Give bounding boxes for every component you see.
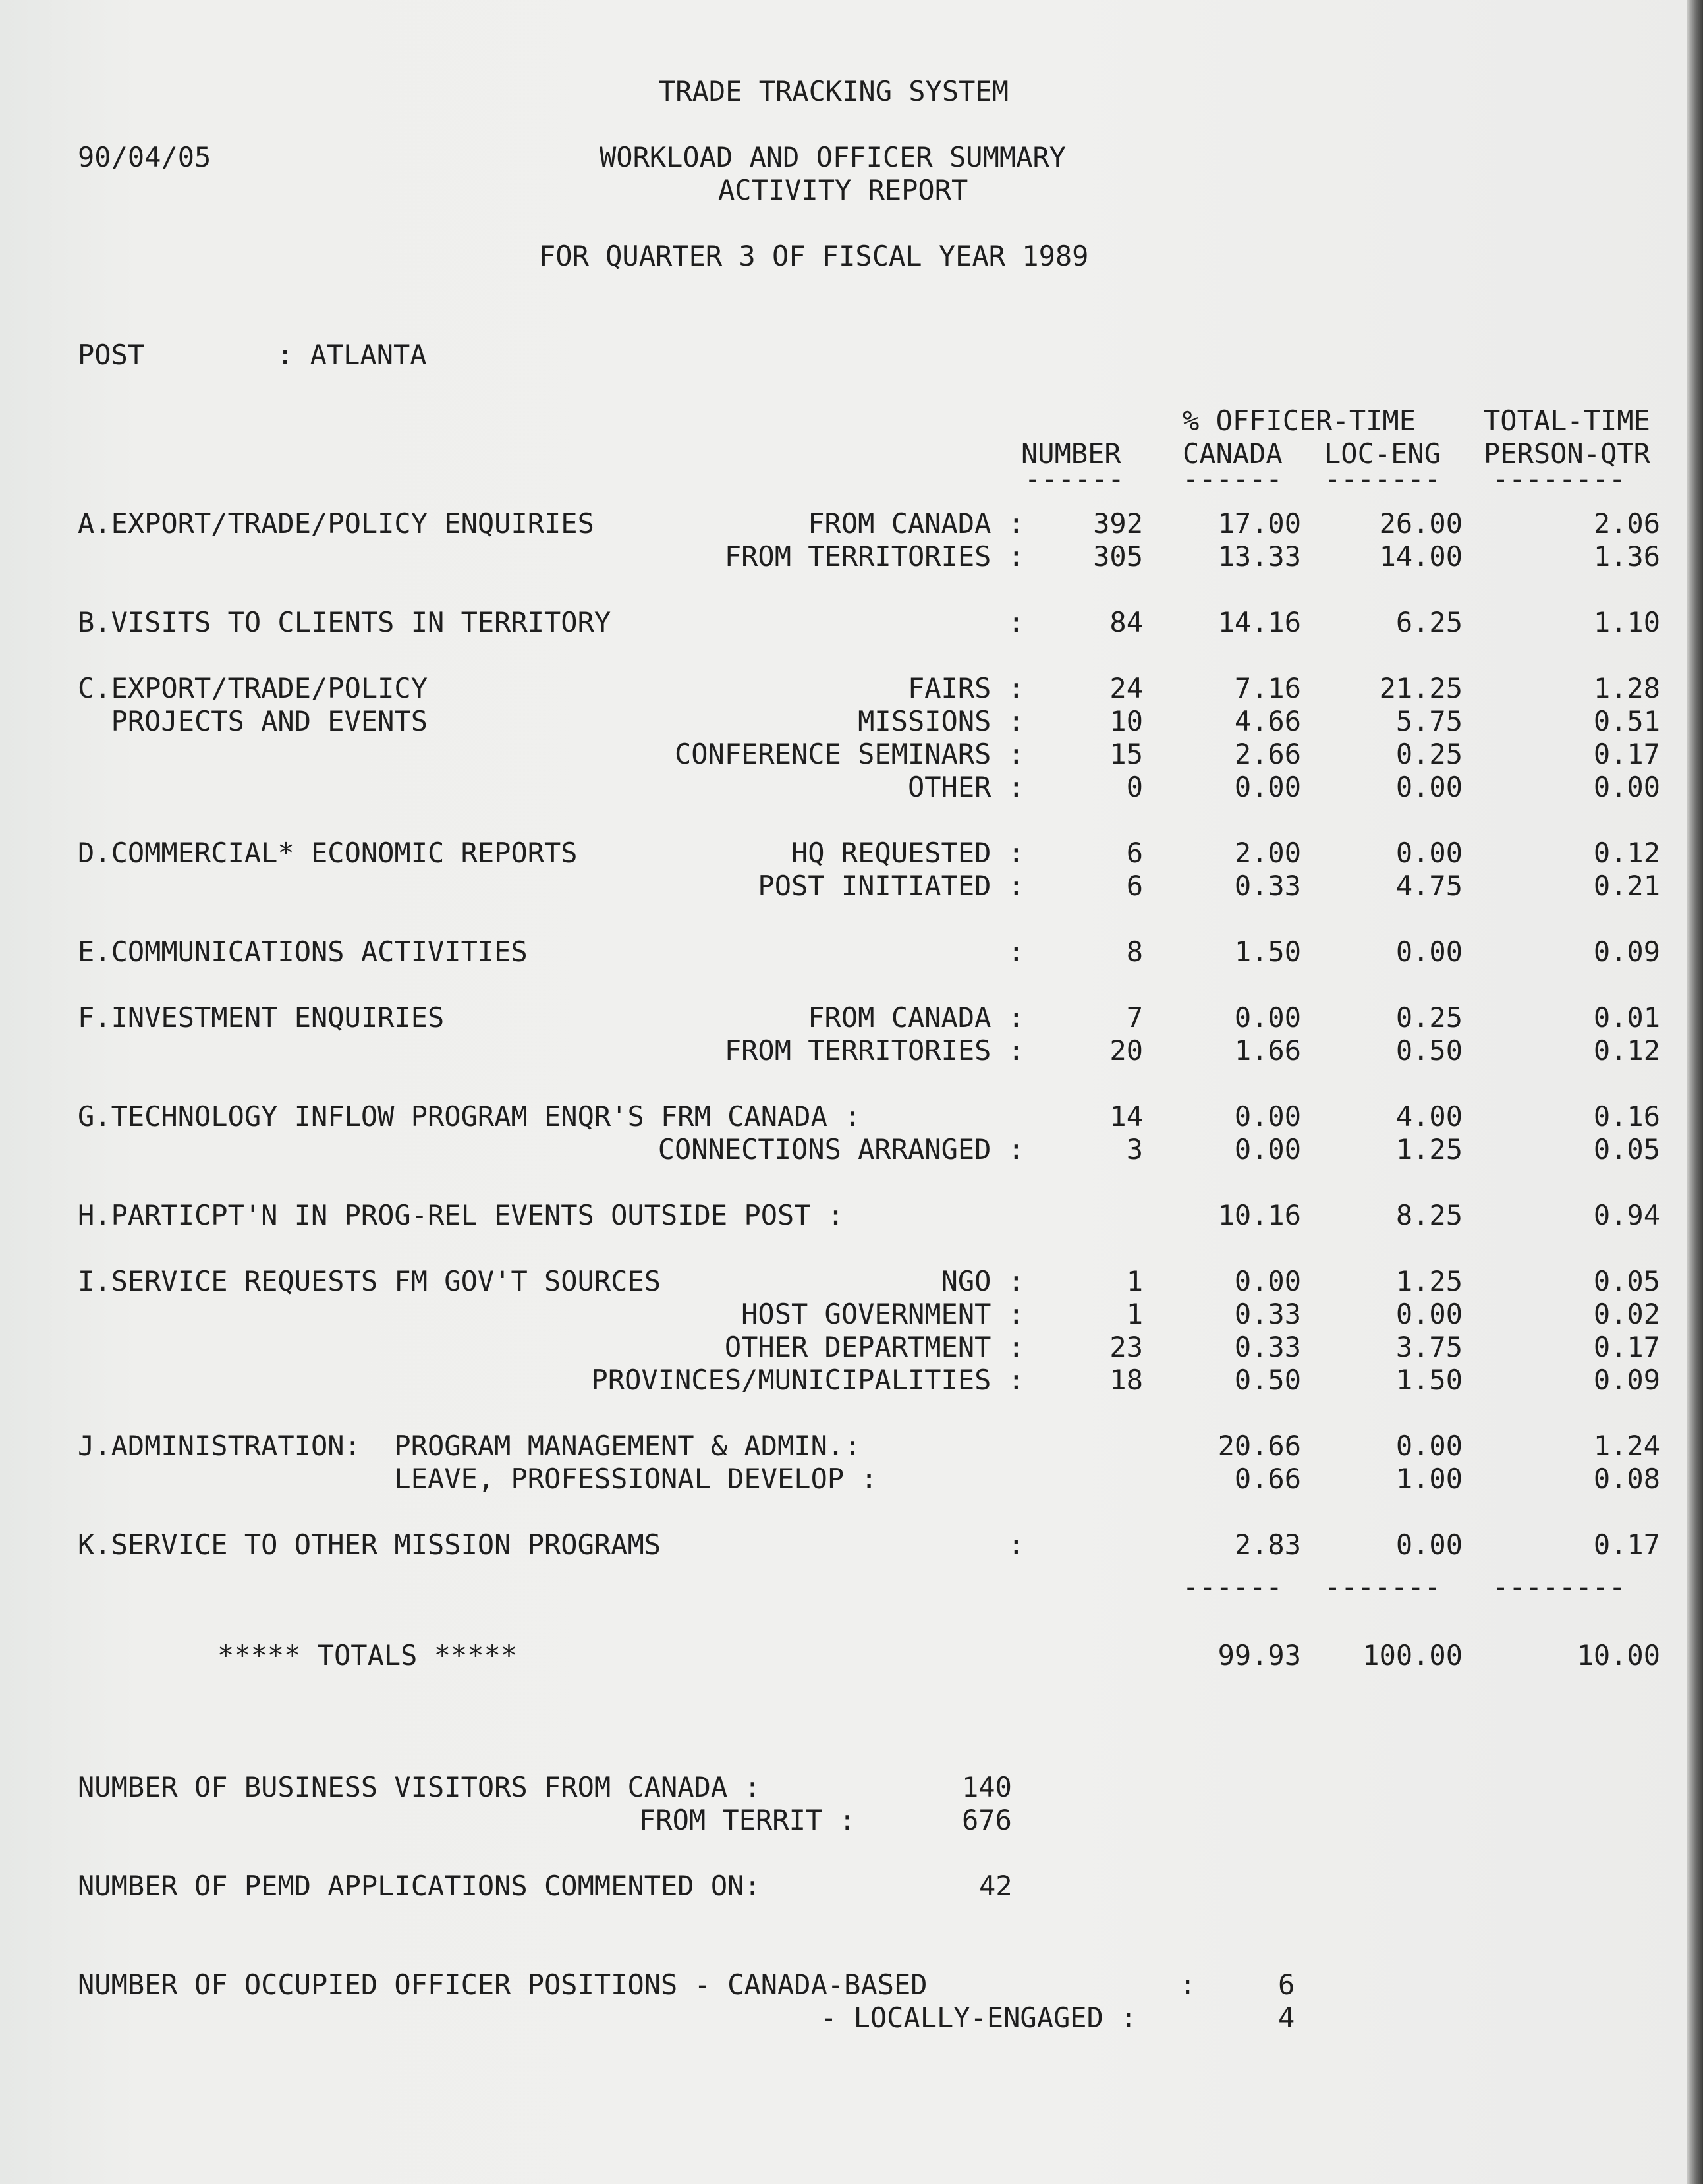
row-label: A.EXPORT/TRADE/POLICY ENQUIRIES [78, 507, 594, 540]
row-sublabel: POST INITIATED : [758, 870, 1024, 902]
row-label: F.INVESTMENT ENQUIRIES [78, 1001, 445, 1034]
visitors-label: NUMBER OF BUSINESS VISITORS FROM CANADA : [78, 1771, 761, 1803]
row-person-qtr: 0.05 [1593, 1133, 1660, 1165]
total-time-header: TOTAL-TIME [1484, 405, 1650, 437]
row-person-qtr: 0.16 [1593, 1100, 1660, 1133]
row-loceng-pct: 1.25 [1395, 1133, 1463, 1165]
row-number: 0 [1126, 771, 1143, 803]
row-loceng-pct: 0.00 [1395, 1528, 1463, 1561]
row-person-qtr: 0.12 [1593, 837, 1660, 869]
row-canada-pct: 0.33 [1234, 1298, 1301, 1330]
row-canada-pct: 0.00 [1234, 1001, 1301, 1034]
row-person-qtr: 1.10 [1593, 606, 1660, 638]
visitors-canada-value: 140 [962, 1771, 1012, 1803]
row-canada-pct: 0.00 [1234, 1133, 1301, 1165]
row-label: I.SERVICE REQUESTS FM GOV'T SOURCES [78, 1265, 661, 1297]
row-sublabel: HQ REQUESTED : [791, 837, 1024, 869]
row-number: 18 [1109, 1364, 1143, 1396]
row-loceng-pct: 0.00 [1395, 837, 1463, 869]
row-canada-pct: 2.00 [1234, 837, 1301, 869]
row-number: 1 [1126, 1298, 1143, 1330]
row-canada-pct: 17.00 [1217, 507, 1301, 540]
row-loceng-pct: 6.25 [1395, 606, 1463, 638]
row-label: PROJECTS AND EVENTS [78, 705, 428, 737]
row-person-qtr: 0.09 [1593, 1364, 1660, 1396]
canada-rule: ------ [1183, 462, 1283, 495]
pemd-label: NUMBER OF PEMD APPLICATIONS COMMENTED ON: [78, 1870, 761, 1902]
row-loceng-pct: 26.00 [1379, 507, 1463, 540]
row-person-qtr: 2.06 [1593, 507, 1660, 540]
row-number: 8 [1126, 936, 1143, 968]
row-number: 10 [1109, 705, 1143, 737]
row-loceng-pct: 0.00 [1395, 1430, 1463, 1462]
row-loceng-pct: 0.25 [1395, 1001, 1463, 1034]
row-loceng-pct: 0.25 [1395, 738, 1463, 770]
row-sublabel: OTHER : [907, 771, 1024, 803]
row-loceng-pct: 0.00 [1395, 1298, 1463, 1330]
row-loceng-pct: 4.75 [1395, 870, 1463, 902]
positions-canada-value: 6 [1278, 1969, 1295, 2001]
row-canada-pct: 0.66 [1234, 1463, 1301, 1495]
personqtr-header: PERSON-QTR [1484, 437, 1650, 470]
canada-total-rule: ------ [1183, 1571, 1283, 1603]
row-person-qtr: 0.21 [1593, 870, 1660, 902]
row-canada-pct: 0.50 [1234, 1364, 1301, 1396]
positions-le-value: 4 [1278, 2002, 1295, 2034]
row-canada-pct: 1.66 [1234, 1034, 1301, 1067]
row-number: 305 [1093, 540, 1143, 573]
row-person-qtr: 0.08 [1593, 1463, 1660, 1495]
row-person-qtr: 0.01 [1593, 1001, 1660, 1034]
row-person-qtr: 0.17 [1593, 1331, 1660, 1363]
row-number: 6 [1126, 837, 1143, 869]
row-label: LEAVE, PROFESSIONAL DEVELOP : [78, 1463, 878, 1495]
row-loceng-pct: 8.25 [1395, 1199, 1463, 1231]
row-canada-pct: 4.66 [1234, 705, 1301, 737]
row-loceng-pct: 14.00 [1379, 540, 1463, 573]
row-number: 7 [1126, 1001, 1143, 1034]
row-canada-pct: 0.00 [1234, 771, 1301, 803]
pemd-value: 42 [979, 1870, 1013, 1902]
row-label: D.COMMERCIAL* ECONOMIC REPORTS [78, 837, 578, 869]
row-sublabel: MISSIONS : [858, 705, 1024, 737]
canada-header: CANADA [1183, 437, 1283, 470]
row-person-qtr: 0.51 [1593, 705, 1660, 737]
positions-le-label: - LOCALLY-ENGAGED : [820, 2002, 1137, 2034]
row-sublabel: : [1007, 1528, 1024, 1561]
loceng-total-rule: ------- [1324, 1571, 1441, 1603]
row-loceng-pct: 1.50 [1395, 1364, 1463, 1396]
row-canada-pct: 13.33 [1217, 540, 1301, 573]
row-sublabel: FAIRS : [907, 672, 1024, 704]
row-canada-pct: 0.00 [1234, 1265, 1301, 1297]
row-canada-pct: 7.16 [1234, 672, 1301, 704]
row-sublabel: FROM TERRITORIES : [724, 1034, 1024, 1067]
visitors-territ-value: 676 [962, 1804, 1012, 1836]
row-number: 20 [1109, 1034, 1143, 1067]
row-canada-pct: 0.33 [1234, 1331, 1301, 1363]
row-loceng-pct: 5.75 [1395, 705, 1463, 737]
totals-label: ***** TOTALS ***** [217, 1639, 518, 1671]
row-sublabel: FROM TERRITORIES : [724, 540, 1024, 573]
positions-colon: : [1179, 1969, 1196, 2001]
row-sublabel: : [1007, 936, 1024, 968]
row-person-qtr: 0.94 [1593, 1199, 1660, 1231]
row-person-qtr: 1.36 [1593, 540, 1660, 573]
row-sublabel: CONNECTIONS ARRANGED : [657, 1133, 1024, 1165]
row-canada-pct: 2.66 [1234, 738, 1301, 770]
row-number: 392 [1093, 507, 1143, 540]
row-person-qtr: 0.17 [1593, 1528, 1660, 1561]
row-person-qtr: 0.09 [1593, 936, 1660, 968]
report-period: FOR QUARTER 3 OF FISCAL YEAR 1989 [539, 240, 1089, 272]
row-sublabel: HOST GOVERNMENT : [741, 1298, 1024, 1330]
row-label: E.COMMUNICATIONS ACTIVITIES [78, 936, 528, 968]
report-subtitle: ACTIVITY REPORT [718, 174, 968, 206]
row-label: B.VISITS TO CLIENTS IN TERRITORY [78, 606, 611, 638]
totals-canada: 99.93 [1217, 1639, 1301, 1671]
personqtr-rule: -------- [1492, 462, 1626, 495]
row-canada-pct: 0.00 [1234, 1100, 1301, 1133]
row-loceng-pct: 21.25 [1379, 672, 1463, 704]
row-canada-pct: 14.16 [1217, 606, 1301, 638]
pct-officer-time-header: % OFFICER-TIME [1183, 405, 1416, 437]
number-rule: ------ [1024, 462, 1125, 495]
row-canada-pct: 20.66 [1217, 1430, 1301, 1462]
row-person-qtr: 0.05 [1593, 1265, 1660, 1297]
row-sublabel: PROVINCES/MUNICIPALITIES : [591, 1364, 1024, 1396]
row-sublabel: FROM CANADA : [808, 1001, 1024, 1034]
row-loceng-pct: 1.00 [1395, 1463, 1463, 1495]
row-number: 23 [1109, 1331, 1143, 1363]
row-person-qtr: 1.28 [1593, 672, 1660, 704]
row-number: 1 [1126, 1265, 1143, 1297]
row-canada-pct: 1.50 [1234, 936, 1301, 968]
row-person-qtr: 1.24 [1593, 1430, 1660, 1462]
row-loceng-pct: 3.75 [1395, 1331, 1463, 1363]
row-number: 14 [1109, 1100, 1143, 1133]
post-label: POST [78, 339, 145, 371]
positions-label: NUMBER OF OCCUPIED OFFICER POSITIONS - CANADA-BASED [78, 1969, 928, 2001]
row-canada-pct: 0.33 [1234, 870, 1301, 902]
row-canada-pct: 10.16 [1217, 1199, 1301, 1231]
row-loceng-pct: 0.00 [1395, 771, 1463, 803]
report-title: WORKLOAD AND OFFICER SUMMARY [600, 141, 1067, 173]
row-label: G.TECHNOLOGY INFLOW PROGRAM ENQR'S FRM CANADA : [78, 1100, 861, 1133]
row-number: 15 [1109, 738, 1143, 770]
row-number: 84 [1109, 606, 1143, 638]
row-number: 24 [1109, 672, 1143, 704]
row-sublabel: OTHER DEPARTMENT : [724, 1331, 1024, 1363]
totals-loceng: 100.00 [1362, 1639, 1463, 1671]
row-person-qtr: 0.02 [1593, 1298, 1660, 1330]
row-sublabel: NGO : [941, 1265, 1024, 1297]
number-header: NUMBER [1021, 437, 1121, 470]
row-loceng-pct: 0.00 [1395, 936, 1463, 968]
row-label: H.PARTICPT'N IN PROG-REL EVENTS OUTSIDE POST : [78, 1199, 845, 1231]
row-loceng-pct: 1.25 [1395, 1265, 1463, 1297]
row-sublabel: CONFERENCE SEMINARS : [674, 738, 1024, 770]
totals-personqtr: 10.00 [1577, 1639, 1660, 1671]
row-number: 3 [1126, 1133, 1143, 1165]
row-label: K.SERVICE TO OTHER MISSION PROGRAMS [78, 1528, 661, 1561]
personqtr-total-rule: -------- [1492, 1571, 1626, 1603]
row-label: J.ADMINISTRATION: PROGRAM MANAGEMENT & ADMIN.: [78, 1430, 861, 1462]
row-person-qtr: 0.17 [1593, 738, 1660, 770]
row-sublabel: : [1007, 606, 1024, 638]
loceng-rule: ------- [1324, 462, 1441, 495]
row-person-qtr: 0.12 [1593, 1034, 1660, 1067]
row-number: 6 [1126, 870, 1143, 902]
row-loceng-pct: 0.50 [1395, 1034, 1463, 1067]
loceng-header: LOC-ENG [1324, 437, 1441, 470]
report-date: 90/04/05 [78, 141, 211, 173]
row-canada-pct: 2.83 [1234, 1528, 1301, 1561]
row-label: C.EXPORT/TRADE/POLICY [78, 672, 428, 704]
row-loceng-pct: 4.00 [1395, 1100, 1463, 1133]
system-title: TRADE TRACKING SYSTEM [659, 75, 1009, 107]
page-edge-shadow [1687, 0, 1703, 2184]
row-sublabel: FROM CANADA : [808, 507, 1024, 540]
row-person-qtr: 0.00 [1593, 771, 1660, 803]
visitors-territ-label: FROM TERRIT : [639, 1804, 856, 1836]
post-value: : ATLANTA [277, 339, 427, 371]
